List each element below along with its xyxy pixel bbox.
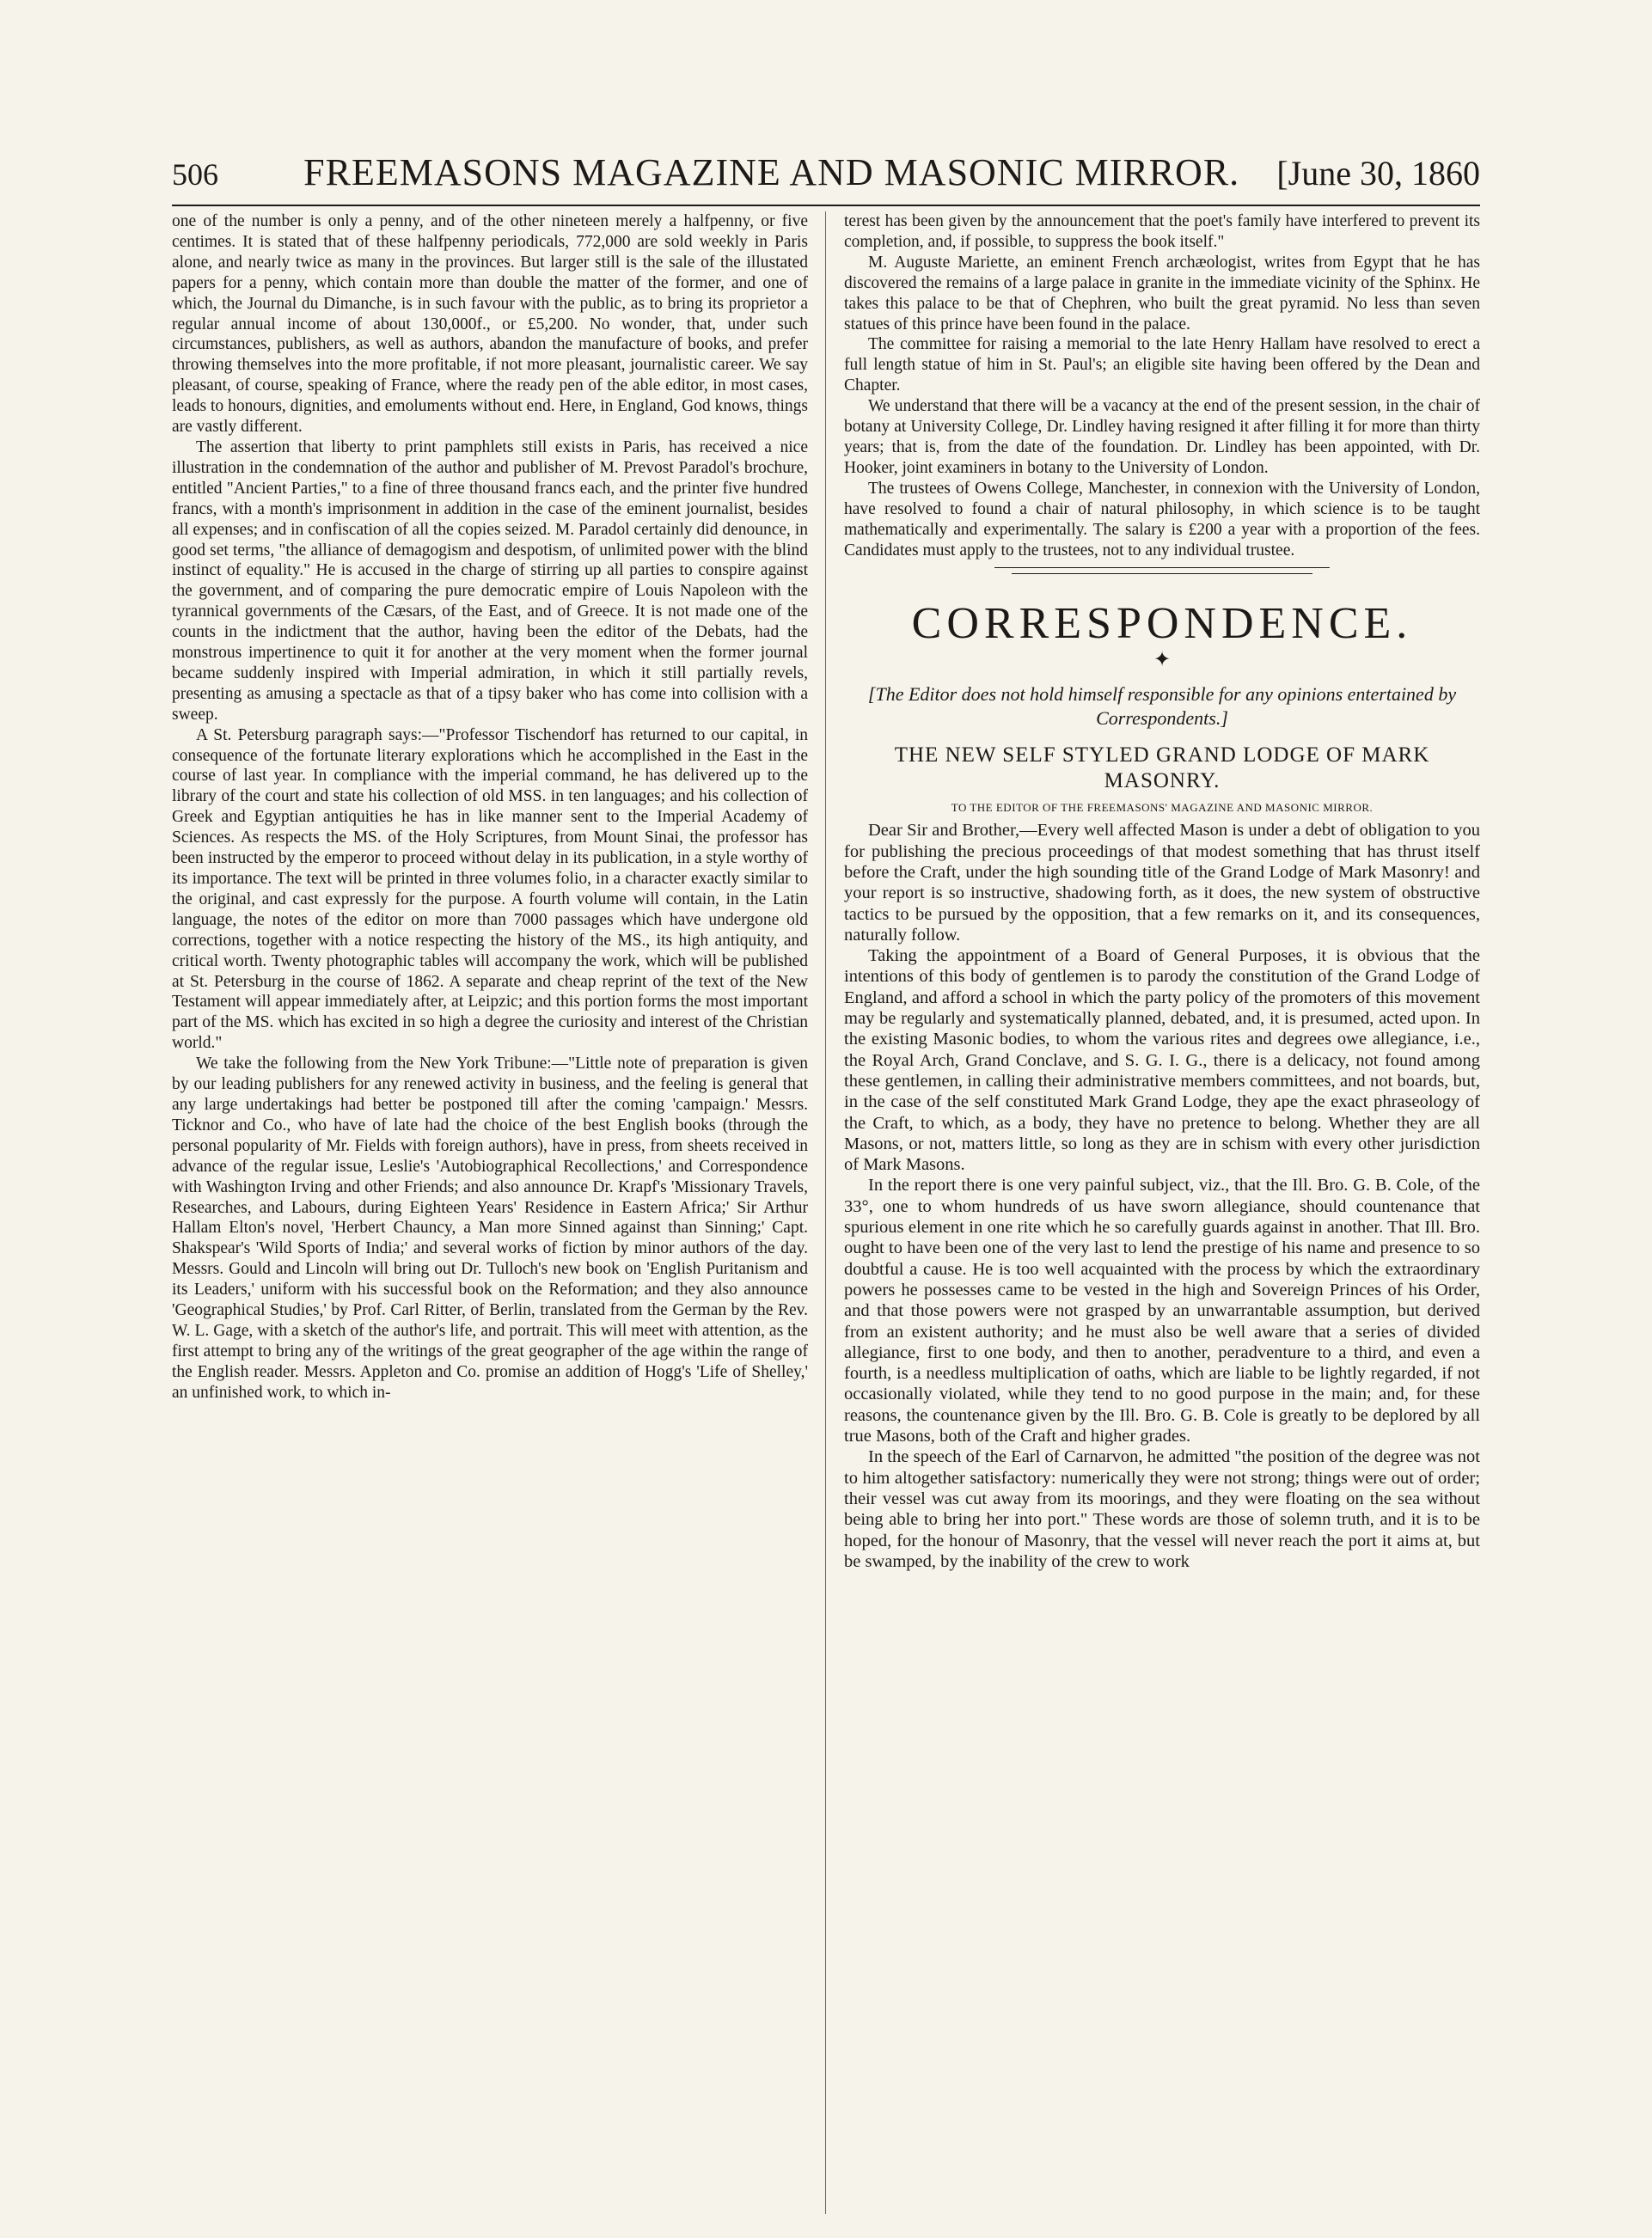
masthead: [172, 150, 1480, 202]
issue-date: [June 30, 1860: [1276, 154, 1480, 193]
letter-body: [844, 820, 1480, 1572]
column-divider: [825, 211, 826, 2214]
paragraph: In the speech of the Earl of Carnarvon, he admitted "the position of the degree was not to him altogether satisfactory: numerically they were not strong; things were out of order; their vessel was cut away from its moorings, and they were floating on the sea without being able to bring her into port." These words are those of solemn truth, and it is to be hoped, for the honour of Masonry, that the vessel will never reach the port it aims at, but be swamped, by the inability of the crew to work: [844, 1447, 1480, 1571]
left-column: [172, 211, 808, 2214]
letter-address: TO THE EDITOR OF THE FREEMASONS' MAGAZINE AND MASONIC MIRROR.: [951, 801, 1374, 815]
paragraph: The trustees of Owens College, Manchester, in connexion with the University of London, have resolved to found a chair of natural philosophy, in which science is to be taught mathematically and experimentally. The salary is £200 a year with a proportion of the fees. Candidates must apply to the trustees, not to any individual trustee.: [844, 479, 1480, 560]
section-rule: [994, 567, 1330, 568]
page-number: 506: [172, 157, 218, 192]
header-rule: [172, 205, 1480, 206]
paragraph: M. Auguste Mariette, an eminent French archæologist, writes from Egypt that he has discovered the remains of a large palace in granite in the immediate vicinity of the Sphinx. He takes this palace to be that of Chephren, who built the great pyramid. No less than seven statues of this prince have been found in the palace.: [844, 253, 1480, 333]
right-column: [844, 211, 1480, 2214]
section-title: CORRESPONDENCE.: [911, 599, 1413, 649]
article-title: THE NEW SELF STYLED GRAND LODGE OF MARK MASONRY.: [894, 743, 1430, 793]
paragraph: We understand that there will be a vacancy at the end of the present session, in the chair of botany at University College, Dr. Lindley having resigned it after filling it for more than thirty years; that is, from the date of the foundation. Dr. Lindley has been appointed, with Dr. Hooker, joint examiners in botany to the University of London.: [844, 397, 1480, 477]
paragraph: terest has been given by the announcement that the poet's family have interfered to prevent its completion, and, if possible, to suppress the book itself.": [844, 212, 1480, 251]
paragraph: A St. Petersburg paragraph says:—"Professor Tischendorf has returned to our capital, in consequence of the fortunate literary explorations which he accomplished in the East in the course of last year. In compliance with the imperial command, he has delivered up to the library of the court and state his collection of old MSS. in ten languages; and his collection of Greek and Egyptian antiquities he has in like manner sent to the Imperial Academy of Sciences. As respects the MS. of the Holy Scriptures, from Mount Sinai, the professor has been instructed by the emperor to proceed without delay in its publication, in a style worthy of its importance. The text will be printed in three volumes folio, in a character exactly similar to the original, and cast expressly for the purpose. A fourth volume will contain, in the Latin language, the notes of the editor on more than 7000 passages which have undergone old corrections, together with a notice respecting the history of the MS., its high antiquity, and critical worth. Twenty photographic tables will accompany the work, which will be published at St. Petersburg in the course of 1862. A separate and cheap reprint of the text of the New Testament will appear immediately after, at Leipzic; and this portion forms the most important part of the MS. which has excited in so high a degree the curiosity and interest of the Christian world.": [172, 725, 808, 1053]
editor-disclaimer: [The Editor does not hold himself responsible for any opinions entertained by Correspondents.]: [867, 683, 1457, 730]
paragraph: The committee for raising a memorial to the late Henry Hallam have resolved to erect a full length statue of him in St. Paul's; an eligible site having been offered by the Dean and Chapter.: [844, 335, 1480, 395]
section-rule: [1012, 573, 1312, 574]
ornament-icon: ✦: [1153, 649, 1172, 672]
paragraph: one of the number is only a penny, and of the other nineteen merely a halfpenny, or five centimes. It is stated that of these halfpenny periodicals, 772,000 are sold weekly in Paris alone, and nearly twice as many in the provinces. But larger still is the sale of the illustated papers for a penny, which contain more than double the matter of the former, and one of which, the Journal du Dimanche, is in such favour with the public, as to bring its proprietor a regular annual income of about 130,000f., or £5,200. No wonder, that, under such circumstances, publishers, as well as authors, abandon the manufacture of books, and prefer throwing themselves into the more profitable, if not more pleasant, journalistic career. We say pleasant, of course, speaking of France, where the ready pen of the able editor, in most cases, leads to honours, dignities, and emoluments without end. Here, in England, God knows, things are vastly different.: [172, 212, 808, 437]
paragraph: In the report there is one very painful subject, viz., that the Ill. Bro. G. B. Cole, of the 33°, one to whom hundreds of us have sworn allegiance, should countenance that spurious element in one rite which he so carefully guards against in another. That Ill. Bro. ought to have been one of the very last to lend the prestige of his name and presence to so doubtful a cause. He is too well acquainted with the process by which the extraordinary powers he possesses came to be vested in the high and Sovereign Princes of his Order, and that those powers were not grasped by an unwarrantable assumption, but derived from an existent authority; and he must also be well aware that a series of divided allegiance, first to one body, and then to another, peradventure to a third, and even a fourth, is a needless multiplication of oaths, which are liable to be lightly regarded, if not occasionally violated, while they tend to no good purpose in the main; and, for these reasons, the countenance given by the Ill. Bro. G. B. Cole is greatly to be deplored by all true Masons, both of the Craft and higher grades.: [844, 1176, 1480, 1446]
magazine-title: FREEMASONS MAGAZINE AND MASONIC MIRROR.: [303, 151, 1240, 193]
paragraph: Dear Sir and Brother,—Every well affected Mason is under a debt of obligation to you for publishing the precious proceedings of that modest something that has thrust itself before the Craft, under the high sounding title of the Grand Lodge of Mark Masonry! and your report is so instructive, shadowing forth, as it does, the new system of obstructive tactics to be pursued by the opposition, that a few remarks on it, and its consequences, naturally follow.: [844, 821, 1480, 945]
paragraph: Taking the appointment of a Board of General Purposes, it is obvious that the intentions of this body of gentlemen is to parody the constitution of the Grand Lodge of England, and afford a school in which the party policy of the promoters of this movement may be regularly and systematically planned, debated, and, it is presumed, acted upon. In the existing Masonic bodies, to whom the various rites and degrees owe allegiance, i.e., the Royal Arch, Grand Conclave, and S. G. I. G., there is a delicacy, not found among these gentlemen, in calling their administrative members committees, and not boards, but, in the case of the self constituted Mark Grand Lodge, they ape the exact phraseology of the Craft, to which, as a body, they have no pretence to belong. Whether they are all Masons, or not, matters little, so long as they are in schism with every other jurisdiction of Mark Masons.: [844, 946, 1480, 1175]
paragraph: The assertion that liberty to print pamphlets still exists in Paris, has received a nice illustration in the condemnation of the author and publisher of M. Prevost Paradol's brochure, entitled "Ancient Parties," to a fine of three thousand francs each, and the printer five hundred francs, with a month's imprisonment in addition in the case of the eminent journalist, besides all expenses; and in confiscation of all the copies seized. M. Paradol certainly did denounce, in good set terms, "the alliance of demagogism and despotism, of unlimited power with the blind instinct of equality." He is accused in the charge of stirring up all parties to conspire against the government, and of comparing the pure democratic empire of Louis Napoleon with the tyrannical governments of the Cæsars, of the East, and of Greece. It is not made one of the counts in the indictment that the author, having been the editor of the Debats, had the monstrous impertinence to quit it for another at the very moment when the former journal became suddenly inspired with Imperial admiration, in which it still partially revels, presenting as amusing a spectacle as that of a tipsy baker who has come into collision with a sweep.: [172, 437, 808, 724]
paragraph: We take the following from the New York Tribune:—"Little note of preparation is given by our leading publishers for any renewed activity in business, and the feeling is general that any large undertakings had better be postponed till after the coming 'campaign.' Messrs. Ticknor and Co., who have of late had the choice of the best English books (through the personal popularity of Mr. Fields with foreign authors), have in press, from sheets received in advance of the regular issue, Leslie's 'Autobiographical Recollections,' and Correspondence with Washington Irving and other Friends; and also announce Dr. Krapf's 'Missionary Travels, Researches, and Labours, during Eighteen Years' Residence in Eastern Africa;' Sir Arthur Hallam Elton's novel, 'Herbert Chauncy, a Man more Sinned against than Sinning;' Capt. Shakspear's 'Wild Sports of India;' and several works of fiction by minor authors of the day. Messrs. Gould and Lincoln will bring out Dr. Tulloch's new book on 'English Puritanism and its Leaders,' uniform with his successful book on the Reformation; and they also announce 'Geographical Studies,' by Prof. Carl Ritter, of Berlin, translated from the German by the Rev. W. L. Gage, with a sketch of the author's life, and portrait. This will meet with attention, as the first attempt to bring any of the writings of the great geographer of the age within the range of the English reader. Messrs. Appleton and Co. promise an addition of Hogg's 'Life of Shelley,' an unfinished work, to which in-: [172, 1055, 808, 1402]
